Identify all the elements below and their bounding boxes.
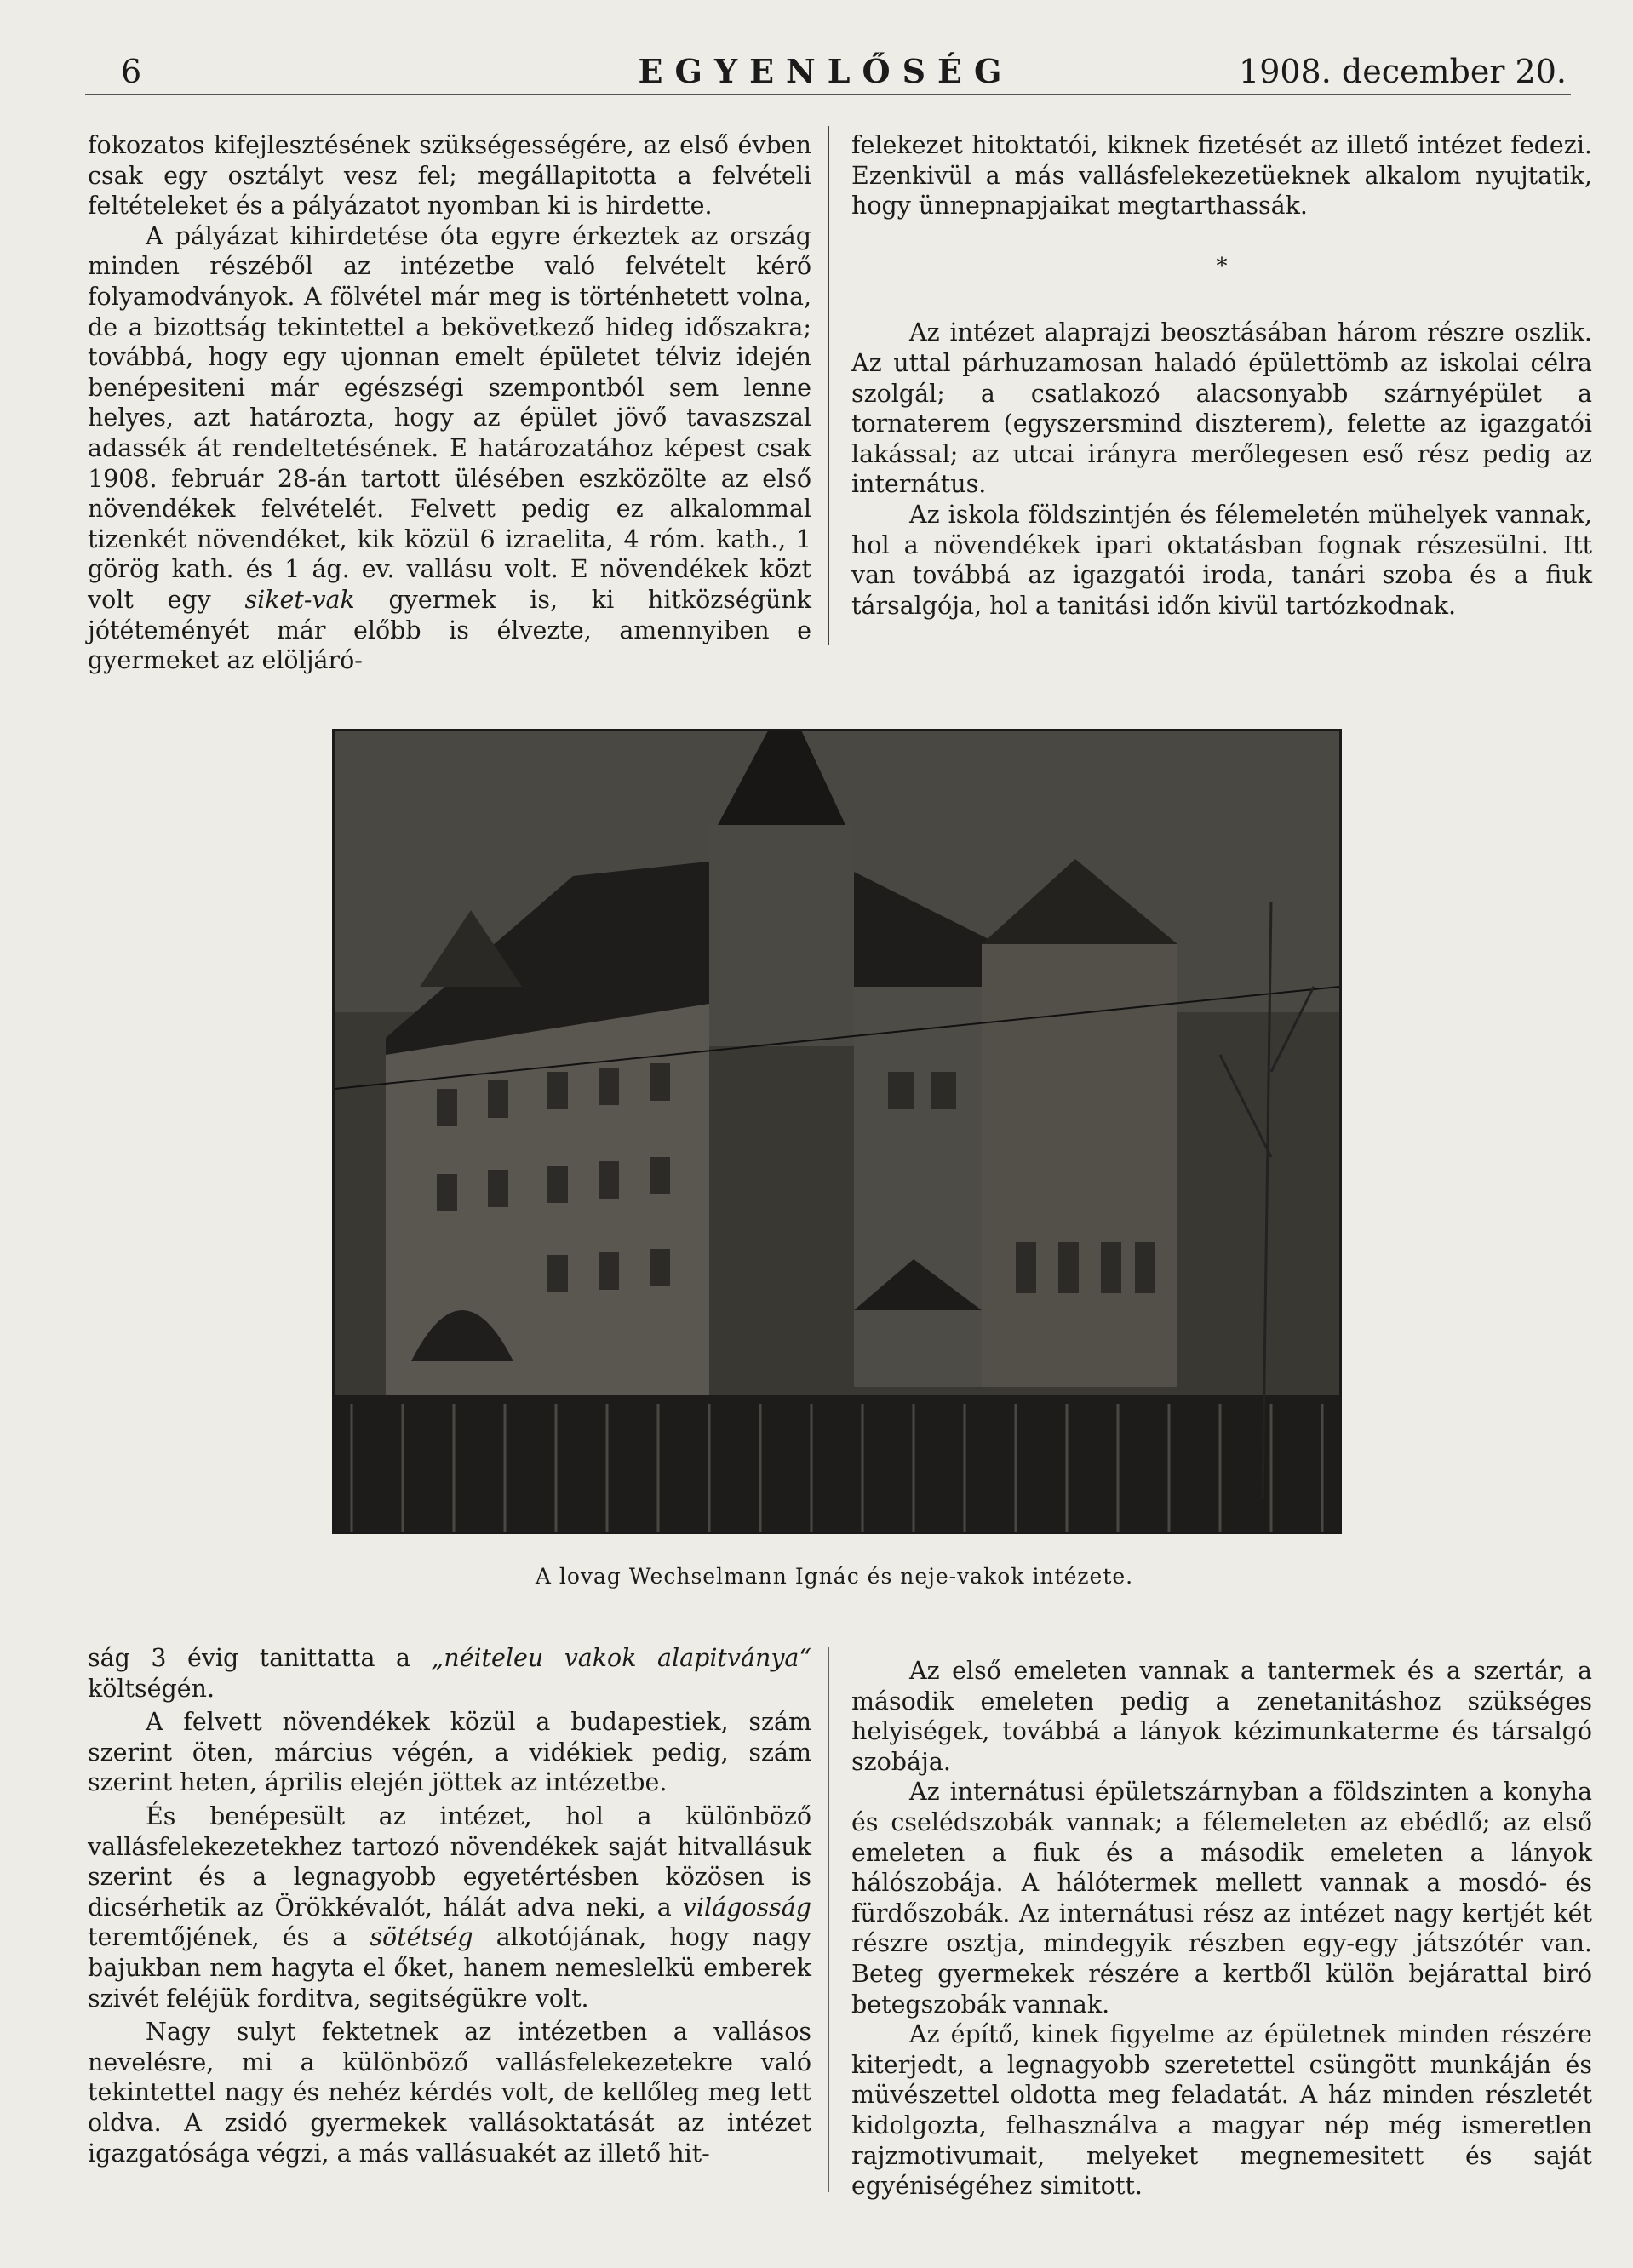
page-number: 6 [121, 53, 142, 90]
paragraph: És benépesült az intézet, hol a különböző vallásfelekezetekhez tartozó növendékek saját hitvallásuk szerint és a legnagyobb egyetértésben közösen is dicsérhetik az Örökkévalót, hálát adva neki, a világosság teremtőjének, és a sötétség alkotójának, hogy nagy bajukban nem hagyta el őket, hanem nemeslelkü emberek szivét feléjük forditva, segitségükre volt. [88, 1801, 811, 2013]
paragraph: Az építő, kinek figyelme az épületnek minden részére kiterjedt, a legnagyobb szeretettel csüngött munkáján és müvészettel oldotta meg feladatát. A ház minden részletét kidolgozta, felhasználva a magyar nép még ismeretlen rajzmotivumait, melyeket megnemesitett és saját egyéniségéhez simitott. [851, 2020, 1592, 2201]
paragraph: felekezet hitoktatói, kiknek fizetését az illető intézet fedezi. Ezenkivül a más vallásfelekezetüeknek alkalom nyujtatik, hogy ünnepnapjaikat megtarthassák. [851, 131, 1592, 220]
building-illustration [335, 731, 1339, 1532]
paragraph: Az intézet alaprajzi beosztásában három részre oszlik. Az uttal párhuzamosan haladó épülettömb az iskolai célra szolgál; a csatlakozó alacsonyabb szárnyépület a tornaterem (egyszersmind diszterem), felette az igazgatói lakással; az utcai irányra merőlegesen eső rész pedig az internátus. [851, 318, 1592, 499]
paragraph: ság 3 évig tanittatta a „néiteleu vakok alapitványa“ költségén. [88, 1644, 811, 1703]
header-rule [85, 94, 1571, 95]
column-top-left [88, 130, 811, 676]
column-bottom-right [851, 1656, 1592, 2202]
paragraph: fokozatos kifejlesztésének szükségességére, az első évben csak egy osztályt vesz fel; megállapitotta a felvételi feltételeket és a pályázatot nyomban ki is hirdette. [88, 131, 811, 220]
column-bottom-left [88, 1643, 811, 2168]
paragraph: A pályázat kihirdetése óta egyre érkeztek az ország minden részéből az intézetbe való felvételt kérő folyamodványok. A fölvétel már meg is történhetett volna, de a bizottság tekintettel a bekövetkező hideg időszakra; továbbá, hogy egy ujonnan emelt épületet télviz idején benépesiteni már egészségi szempontból sem lenne helyes, azt határozta, hogy az épület jövő tavaszszal adassék át rendeltetésének. E határozatához képest csak 1908. február 28-án tartott ülésében eszközölte az első növendékek felvételét. Felvett pedig ez alkalommal tizenkét növendéket, kik közül 6 izraelita, 4 róm. kath., 1 görög kath. és 1 ág. ev. vallásu volt. E növendékek közt volt egy siket-vak gyermek is, ki hitközségünk jótéteményét már előbb is élvezte, amennyiben e gyermeket az elöljáró- [88, 221, 811, 675]
paragraph: Nagy sulyt fektetnek az intézetben a vallásos nevelésre, mi a különböző vallásfelekezetekre való tekintettel nagy és nehéz kérdés volt, de kellőleg meg lett oldva. A zsidó gyermekek vallásoktatását az intézet igazgatósága végzi, a más vallásuakét az illető hit- [88, 2018, 811, 2168]
paragraph: Az első emeleten vannak a tantermek és a szertár, a második emeleten pedig a zenetanitáshoz szükséges helyiségek, továbbá a lányok kézimunkaterme és társalgó szobája. [851, 1657, 1592, 1776]
photo-caption: A lovag Wechselmann Ignác és neje-vakok intézete. [535, 1564, 1134, 1589]
page-header [85, 49, 1567, 100]
column-divider [828, 1647, 829, 2192]
paragraph: Az internátusi épületszárnyban a földszinten a konyha és cselédszobák vannak; a félemeleten az ebédlő; az első emeleten a fiuk és a második emeleten a lányok hálószobája. A hálótermek mellett vannak a mosdó- és fürdőszobák. Az internátusi rész az intézet nagy kertjét két részre osztja, mindegyik részben egy-egy játszótér van. Beteg gyermekek részére a kertből külön bejárattal biró betegszobák vannak. [851, 1778, 1592, 2019]
issue-date: 1908. december 20. [1239, 53, 1567, 90]
building-photograph [332, 729, 1342, 1534]
section-separator: * [1216, 253, 1228, 279]
paragraph: Az iskola földszintjén és félemeletén mühelyek vannak, hol a növendékek ipari oktatásban fognak részesülni. Itt van továbbá az igazgatói iroda, tanári szoba és a fiuk társalgója, hol a tanitási időn kivül tartózkodnak. [851, 500, 1592, 620]
paragraph: A felvett növendékek közül a budapestiek, szám szerint öten, március végén, a vidékiek pedig, szám szerint heten, április elején jöttek az intézetbe. [88, 1708, 811, 1797]
column-top-right [851, 130, 1592, 621]
masthead-title: EGYENLŐSÉG [638, 52, 1014, 90]
column-divider [828, 126, 829, 645]
